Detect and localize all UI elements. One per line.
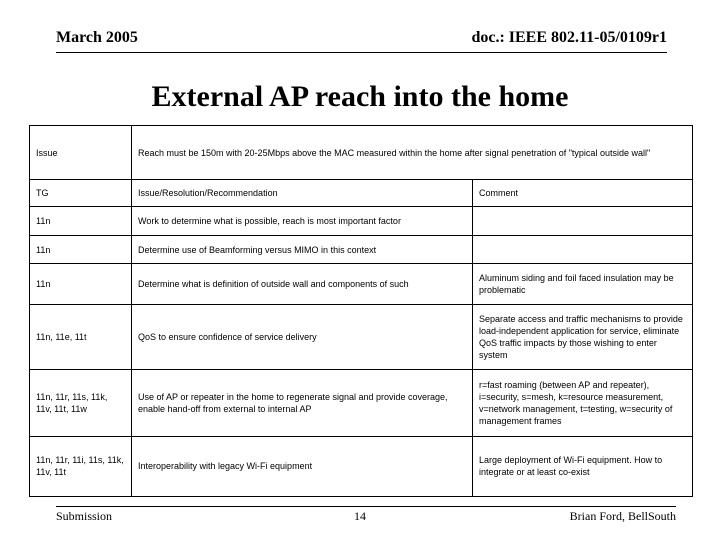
- resolution-cell: Interoperability with legacy Wi-Fi equipment: [132, 436, 473, 496]
- tg-cell: 11n: [30, 263, 132, 305]
- table-row: [30, 305, 693, 370]
- slide-title: External AP reach into the home: [151, 80, 569, 113]
- issue-text: Reach must be 150m with 20-25Mbps above the MAC measured within the home after signal penetration of "typical outside wall": [132, 126, 693, 180]
- comment-cell: Aluminum siding and foil faced insulation may be problematic: [473, 263, 693, 305]
- table-row: [30, 207, 693, 236]
- resolution-cell: Determine use of Beamforming versus MIMO in this context: [132, 236, 473, 263]
- resolution-cell: Use of AP or repeater in the home to regenerate signal and provide coverage, enable hand-off from external to internal AP: [132, 369, 473, 436]
- header-date: March 2005: [56, 29, 138, 46]
- table-row: [30, 236, 693, 263]
- comment-cell: [473, 207, 693, 236]
- header-resolution: Issue/Resolution/Recommendation: [132, 180, 473, 207]
- tg-cell: 11n, 11r, 11s, 11k, 11v, 11t, 11w: [30, 369, 132, 436]
- header-comment: Comment: [473, 180, 693, 207]
- table-header-row: [30, 180, 693, 207]
- tg-cell: 11n, 11r, 11i, 11s, 11k, 11v, 11t: [30, 436, 132, 496]
- resolution-cell: Work to determine what is possible, reach is most important factor: [132, 207, 473, 236]
- issues-table: [29, 125, 693, 497]
- footer-submission: Submission: [56, 509, 113, 523]
- table-row: [30, 436, 693, 496]
- header-rule: [56, 52, 667, 53]
- comment-cell: Large deployment of Wi-Fi equipment. How to integrate or at least co-exist: [473, 436, 693, 496]
- issue-label: Issue: [30, 126, 132, 180]
- resolution-cell: QoS to ensure confidence of service delivery: [132, 305, 473, 370]
- resolution-cell: Determine what is definition of outside wall and components of such: [132, 263, 473, 305]
- table-row: [30, 369, 693, 436]
- tg-cell: 11n, 11e, 11t: [30, 305, 132, 370]
- issue-row: [30, 126, 693, 180]
- comment-cell: r=fast roaming (between AP and repeater), i=security, s=mesh, k=resource measurement, v=network management, t=testing, w=security of management frames: [473, 369, 693, 436]
- tg-cell: 11n: [30, 236, 132, 263]
- comment-cell: Separate access and traffic mechanisms to provide load-independent application for service, eliminate QoS traffic impacts by those wishing to enter system: [473, 305, 693, 370]
- footer-rule: [56, 506, 676, 507]
- footer-page-number: 14: [354, 509, 366, 523]
- table-row: [30, 263, 693, 305]
- header-doc-id: doc.: IEEE 802.11-05/0109r1: [471, 29, 667, 46]
- footer-author: Brian Ford, BellSouth: [569, 509, 676, 523]
- tg-cell: 11n: [30, 207, 132, 236]
- header-tg: TG: [30, 180, 132, 207]
- comment-cell: [473, 236, 693, 263]
